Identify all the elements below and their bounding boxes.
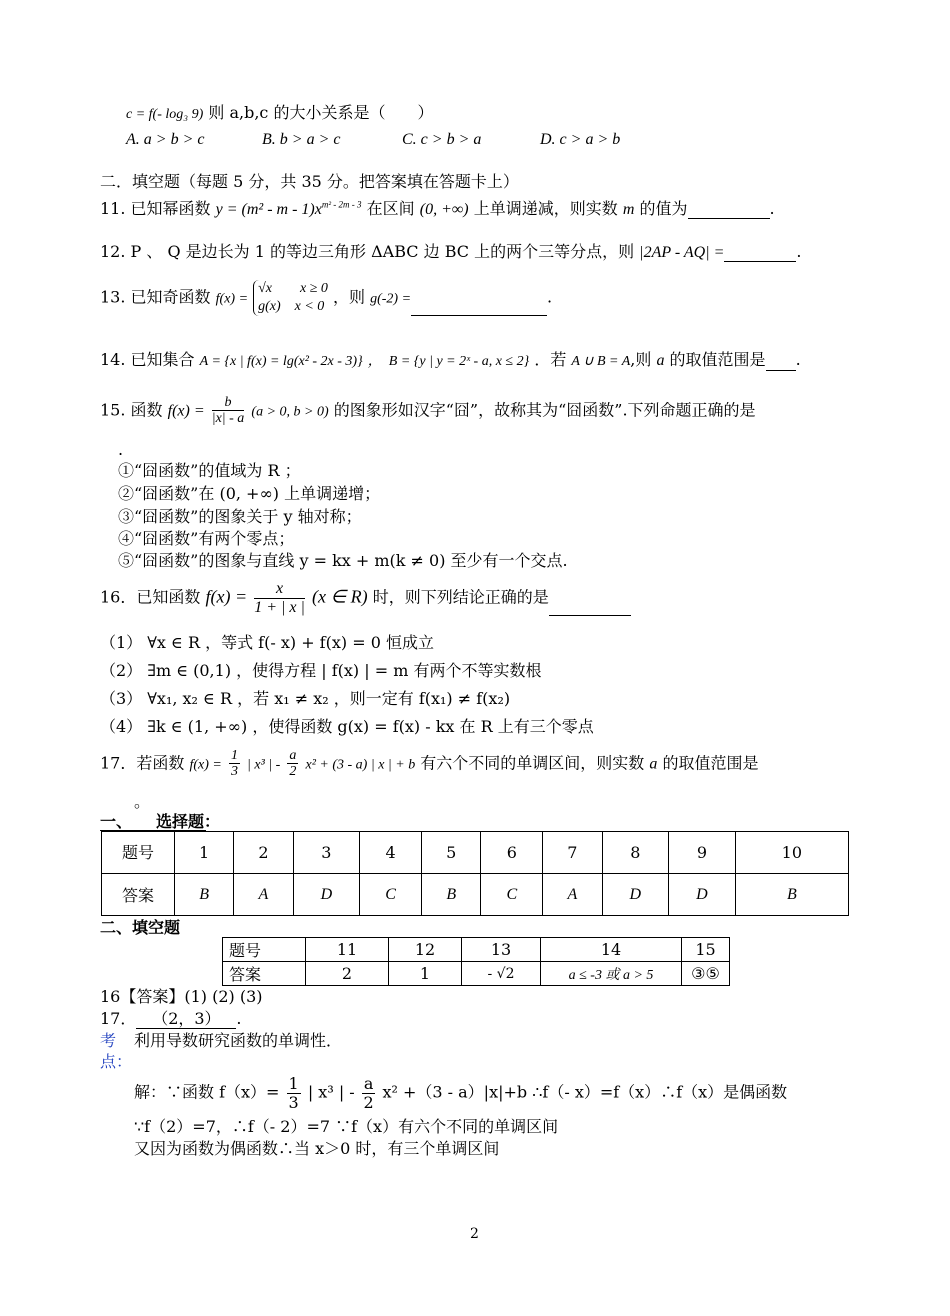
- q14-condition: A ∪ B = A: [571, 354, 631, 369]
- c-question: 则 a,b,c 的大小关系是（ ）: [208, 103, 434, 122]
- table1-num-2: 2: [234, 832, 293, 874]
- table2-num-14: 14: [541, 938, 682, 962]
- answer-section-1-title: 一、 选择题：: [100, 812, 221, 831]
- answer-17-label: 17．: [100, 1009, 137, 1028]
- page-number: 2: [470, 1226, 479, 1242]
- table2-number-row: [223, 938, 730, 962]
- question-16: [100, 580, 631, 616]
- q15-item-1: ①“囧函数”的值域为 R ；: [118, 461, 301, 480]
- q12-text: 12. P 、 Q 是边长为 1 的等边三角形 ΔABC 边 BC 上的两个三等分点，则: [100, 242, 635, 261]
- table2-answer-11: 2: [306, 962, 389, 986]
- table1-answer-1: B: [175, 874, 234, 916]
- q17-f: f(x) =: [189, 757, 222, 773]
- q14-set-a: A = {x | f(x) = lg(x² - 2x - 3)}: [199, 354, 363, 369]
- q11-text-c: 上单调递减，则实数: [473, 199, 618, 218]
- q11-interval: (0, +∞): [419, 201, 469, 218]
- q17-denominator-2: 2: [289, 764, 297, 780]
- table1-answer-3: D: [293, 874, 360, 916]
- solution-line-3: 又因为函数为偶函数∴当 x＞0 时，有三个单调区间: [134, 1139, 500, 1158]
- q15-f: f(x) =: [167, 402, 205, 420]
- solution-numerator-2: a: [363, 1074, 374, 1093]
- q15-text-a: 15. 函数: [100, 400, 163, 420]
- fill-answer-table: [222, 937, 730, 986]
- q13-case-2: g(x) x < 0: [258, 299, 325, 315]
- q12-end: .: [796, 242, 802, 261]
- table1-answer-10: B: [735, 874, 848, 916]
- q11-exponent: m² - 2m - 3: [321, 199, 362, 210]
- c-definition: c = f(- log₃ 9): [126, 107, 204, 122]
- solution-numerator-1: 1: [288, 1074, 299, 1093]
- q17-middle: | x³ | -: [247, 757, 281, 773]
- table1-num-9: 9: [669, 832, 736, 874]
- q16-condition: (x ∈ R): [311, 586, 368, 607]
- q17-tail: x² + (3 - a) | x | + b: [305, 757, 416, 773]
- answer-16: 16【答案】(1) (2) (3): [100, 987, 263, 1006]
- q14-text-a: 14. 已知集合: [100, 350, 195, 369]
- solution-text-b: | x³ | -: [307, 1082, 355, 1102]
- q15-condition: (a > 0, b > 0): [251, 404, 329, 420]
- q13-piecewise: [253, 280, 328, 316]
- question-14: [100, 350, 801, 371]
- table2-num-12: 12: [389, 938, 462, 962]
- solution-fraction-1: [287, 1075, 301, 1111]
- table1-num-3: 3: [293, 832, 360, 874]
- answer-17-end: .: [236, 1009, 242, 1028]
- q16-answer-blank: [549, 599, 631, 616]
- table1-num-1: 1: [175, 832, 234, 874]
- q17-numerator-2: a: [289, 748, 297, 763]
- table1-num-6: 6: [481, 832, 543, 874]
- q13-text-a: 13. 已知奇函数: [100, 287, 211, 307]
- table2-answer-row: [223, 962, 730, 986]
- kaodian-label-2: 点：: [100, 1052, 133, 1071]
- answer-17: [100, 1009, 241, 1029]
- table1-answer-9: D: [669, 874, 736, 916]
- q15-denominator: |x| - a: [211, 411, 245, 427]
- solution-text-c: x² +（3 - a）|x|+b ∴f（- x）=f（x）∴f（x）是偶函数: [382, 1082, 788, 1102]
- q16-item-4: （4） ∃k ∈ (1, +∞) ，使得函数 g(x) = f(x) - kx 在 R 上有三个零点: [100, 717, 594, 736]
- q17-numerator-1: 1: [230, 748, 238, 763]
- q14-a: a: [656, 352, 665, 369]
- q15-item-4: ④“囧函数”有两个零点；: [118, 529, 295, 548]
- solution-line-2: ∵f（2）=7，∴f（- 2）=7 ∵f（x）有六个不同的单调区间: [134, 1117, 559, 1136]
- q13-g: g(-2) =: [370, 291, 412, 307]
- table1-answer-row: [102, 874, 849, 916]
- solution-denominator-1: 3: [288, 1092, 299, 1112]
- q14-answer-blank: [766, 354, 796, 371]
- answer-section-2-title: 二、填空题: [100, 918, 181, 937]
- kaodian-label-1: 考: [100, 1031, 117, 1050]
- q15-fraction: [212, 395, 245, 427]
- table2-answer-15: ③⑤: [682, 962, 730, 986]
- q14-text-b: ．若: [534, 350, 567, 369]
- q15-dot: .: [118, 440, 124, 459]
- option-b: B. b > a > c: [262, 131, 341, 148]
- table1-answer-2: A: [234, 874, 293, 916]
- table1-answer-5: B: [422, 874, 481, 916]
- q11-text-a: 11. 已知幂函数: [100, 199, 211, 218]
- q17-text-b: 有六个不同的单调区间，则实数: [420, 753, 645, 773]
- table1-num-7: 7: [543, 832, 602, 874]
- q14-set-b: ， B = {y | y = 2ˣ - a, x ≤ 2}: [367, 354, 530, 369]
- choice-answer-table: [101, 831, 849, 916]
- q14-text-d: 的取值范围是: [669, 350, 766, 369]
- q15-numerator: b: [212, 395, 245, 411]
- q13-case-1: √x x ≥ 0: [258, 281, 328, 296]
- table2-num-15: 15: [682, 938, 730, 962]
- question-17: [100, 748, 759, 780]
- table1-answer-6: C: [481, 874, 543, 916]
- table1-header-answer-text: 答案: [121, 886, 154, 905]
- table1-answer-8: D: [602, 874, 669, 916]
- table2-num-13: 13: [462, 938, 541, 962]
- table1-header-answer: [102, 874, 175, 916]
- table2-answer-13: - √2: [462, 962, 541, 986]
- q11-function: y = (m² - m - 1)x: [215, 201, 322, 218]
- c-definition-line: [126, 103, 433, 124]
- q15-item-3: ③“囧函数”的图象关于 y 轴对称；: [118, 507, 362, 526]
- q13-text-b: ，则: [333, 287, 366, 307]
- q15-item-5: ⑤“囧函数”的图象与直线 y = kx + m(k ≠ 0) 至少有一个交点.: [118, 551, 568, 570]
- q12-expression: |2AP - AQ| =: [639, 244, 725, 261]
- q12-answer-blank: [724, 245, 796, 262]
- question-15: [100, 395, 756, 427]
- table1-number-row: [102, 832, 849, 874]
- question-12: [100, 242, 801, 262]
- q17-a: a: [649, 755, 658, 773]
- table2-num-11: 11: [306, 938, 389, 962]
- q13-f: f(x) =: [215, 291, 249, 307]
- q11-answer-blank: [688, 202, 770, 219]
- table2-header-number: 题号: [223, 938, 306, 962]
- solution-line-1: [134, 1075, 787, 1111]
- q16-text-b: 时，则下列结论正确的是: [372, 587, 549, 607]
- table1-header-number-text: 题号: [121, 842, 154, 862]
- q16-item-3: （3） ∀x₁, x₂ ∈ R ，若 x₁ ≠ x₂ ，则一定有 f(x₁) ≠ f(x₂): [100, 689, 511, 708]
- table2-answer-14: a ≤ -3 或 a > 5: [541, 962, 682, 986]
- table2-answer-12: 1: [389, 962, 462, 986]
- q11-text-b: 在区间: [366, 199, 415, 218]
- q17-dot: 。: [134, 792, 151, 811]
- q11-end: .: [769, 199, 775, 218]
- q13-answer-blank: [411, 299, 547, 316]
- q16-item-1: （1） ∀x ∈ R ，等式 f(- x) + f(x) = 0 恒成立: [100, 633, 434, 652]
- option-a: A. a > b > c: [126, 131, 205, 148]
- solution-fraction-2: [362, 1075, 376, 1111]
- kaodian-text: 利用导数研究函数的单调性．: [134, 1031, 343, 1050]
- q17-fraction-2: [287, 748, 298, 780]
- q17-text-a: 17．若函数: [100, 753, 185, 773]
- q16-fraction: [254, 580, 305, 616]
- q15-text-b: 的图象形如汉字“囧”，故称其为“囧函数”.下列命题正确的是: [333, 400, 756, 420]
- q13-end: .: [547, 287, 553, 307]
- option-d: D. c > a > b: [540, 131, 621, 148]
- table1-answer-4: C: [360, 874, 422, 916]
- q16-text-a: 16．已知函数: [100, 587, 201, 607]
- q16-item-2: （2） ∃m ∈ (0,1) ，使得方程 | f(x) | = m 有两个不等实数根: [100, 661, 542, 680]
- q14-text-c: ,则: [630, 350, 652, 369]
- q17-denominator-1: 3: [230, 764, 238, 780]
- table1-num-4: 4: [360, 832, 422, 874]
- q16-denominator: 1 + | x |: [254, 598, 305, 616]
- question-13: [100, 280, 552, 316]
- table1-header-number: [102, 832, 175, 874]
- section2-title: 二．填空题（每题 5 分，共 35 分。把答案填在答题卡上）: [100, 172, 519, 191]
- q14-end: .: [795, 350, 801, 369]
- table2-header-answer: 答案: [223, 962, 306, 986]
- q15-item-2: ②“囧函数”在 (0, +∞) 上单调递增；: [118, 484, 381, 503]
- q16-f: f(x) =: [205, 586, 248, 607]
- table1-num-10: 10: [735, 832, 848, 874]
- answer-17-value: （2，3）: [136, 1009, 236, 1029]
- q16-numerator: x: [254, 580, 305, 599]
- solution-denominator-2: 2: [363, 1092, 374, 1112]
- option-c: C. c > b > a: [402, 131, 482, 148]
- question-11: [100, 199, 775, 219]
- q17-fraction-1: [229, 748, 240, 780]
- q11-m: m: [622, 201, 635, 218]
- q17-text-c: 的取值范围是: [662, 753, 759, 773]
- table1-answer-7: A: [543, 874, 602, 916]
- solution-text-a: 解：∵函数 f（x）=: [134, 1082, 280, 1102]
- table1-num-5: 5: [422, 832, 481, 874]
- q11-text-d: 的值为: [639, 199, 688, 218]
- table1-num-8: 8: [602, 832, 669, 874]
